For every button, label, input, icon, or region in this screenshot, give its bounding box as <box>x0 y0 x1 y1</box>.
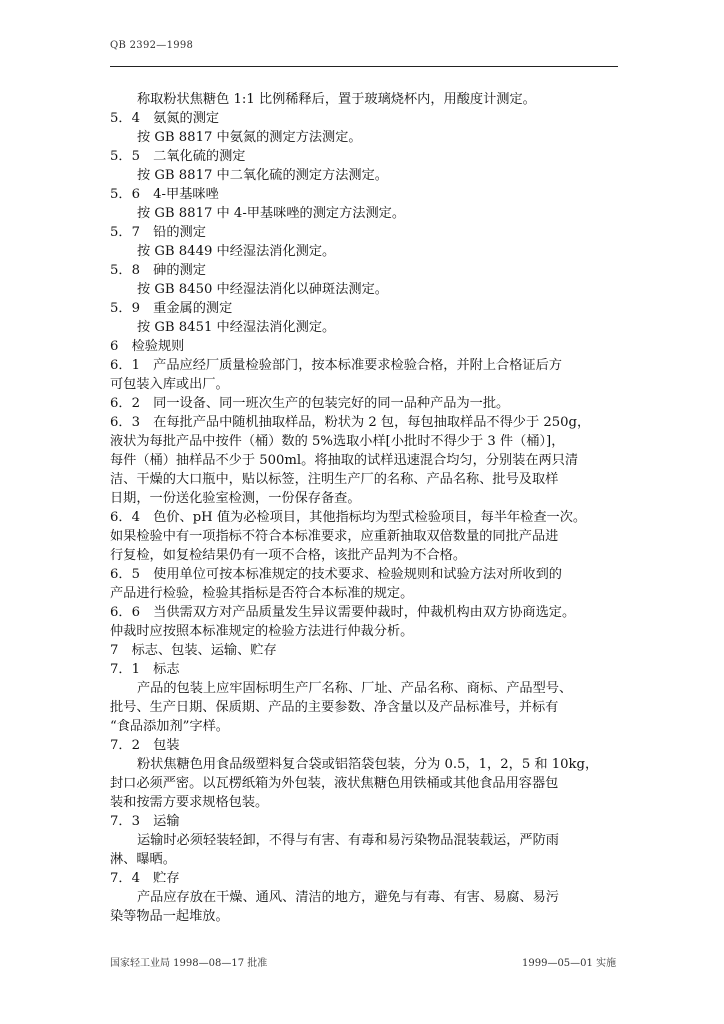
footer-implementation-date: 1999—05—01 实施 <box>522 958 617 969</box>
text-line: 5．5 二氧化硫的测定 <box>110 149 246 164</box>
text-line: 5．9 重金属的测定 <box>110 301 233 316</box>
text-line: 5．4 氨氮的测定 <box>110 111 220 126</box>
text-line: 产品应存放在干燥、通风、清洁的地方，避免与有毒、有害、易腐、易污 <box>137 890 559 905</box>
text-line: 7．4 贮存 <box>110 871 180 886</box>
text-line: 运输时必须轻装轻卸，不得与有害、有毒和易污染物品混装载运，严防雨 <box>137 833 559 848</box>
text-line: 如果检验中有一项指标不符合本标准要求，应重新抽取双倍数量的同批产品进 <box>110 529 559 544</box>
text-line: 7．3 运输 <box>110 814 180 829</box>
text-line: 行复检，如复检结果仍有一项不合格，该批产品判为不合格。 <box>110 548 467 563</box>
document-body <box>110 90 618 926</box>
text-line: 6 检验规则 <box>110 339 185 354</box>
text-line: 7．2 包装 <box>110 738 180 753</box>
text-line: 每件（桶）抽样品不少于 500ml。将抽取的试样迅速混合均匀，分别装在两只清 <box>110 453 579 468</box>
text-line: 称取粉状焦糖色 1:1 比例稀释后，置于玻璃烧杯内，用酸度计测定。 <box>137 92 536 107</box>
footer-approval: 国家轻工业局 1998—08—17 批准 <box>110 958 268 969</box>
text-line: 6．1 产品应经厂质量检验部门，按本标准要求检验合格，并附上合格证后方 <box>110 358 562 373</box>
text-line: 6．5 使用单位可按本标准规定的技术要求、检验规则和试验方法对所收到的 <box>110 567 562 582</box>
text-line: 可包装入库或出厂。 <box>110 377 229 392</box>
text-line: 批号、生产日期、保质期、产品的主要参数、净含量以及产品标准号，并标有 <box>110 700 559 715</box>
text-line: 液状为每批产品中按件（桶）数的 5%选取小样[小批时不得少于 3 件（桶）]， <box>110 434 565 449</box>
text-line: 按 GB 8451 中经湿法消化测定。 <box>137 320 336 335</box>
text-line: 按 GB 8817 中 4-甲基咪唑的测定方法测定。 <box>137 206 406 221</box>
text-line: 淋、曝晒。 <box>110 852 176 867</box>
text-line: 染等物品一起堆放。 <box>110 909 229 924</box>
page-header-standard-number: QB 2392—1998 <box>110 40 194 51</box>
text-line: 封口必须严密。以瓦楞纸箱为外包装，液状焦糖色用铁桶或其他食品用容器包 <box>110 776 559 791</box>
text-line: 5．8 砷的测定 <box>110 263 206 278</box>
text-line: 按 GB 8449 中经湿法消化测定。 <box>137 244 336 259</box>
text-line: 6．6 当供需双方对产品质量发生异议需要仲裁时，仲裁机构由双方协商选定。 <box>110 605 576 620</box>
text-line: 日期，一份送化验室检测，一份保存备查。 <box>110 491 361 506</box>
text-line: 粉状焦糖色用食品级塑料复合袋或铝箔袋包装，分为 0.5，1，2，5 和 10kg， <box>137 757 599 772</box>
text-line: “食品添加剂”字样。 <box>110 719 229 734</box>
text-line: 产品进行检验，检验其指标是否符合本标准的规定。 <box>110 586 414 601</box>
header-divider <box>110 66 618 67</box>
text-line: 产品的包装上应牢固标明生产厂名称、厂址、产品名称、商标、产品型号、 <box>137 681 573 696</box>
text-line: 6．2 同一设备、同一班次生产的包装完好的同一品种产品为一批。 <box>110 396 510 411</box>
text-line: 洁、干燥的大口瓶中，贴以标签，注明生产厂的名称、产品名称、批号及取样 <box>110 472 559 487</box>
text-line: 装和按需方要求规格包装。 <box>110 795 269 810</box>
text-line: 5．6 4-甲基咪唑 <box>110 187 219 202</box>
text-line: 按 GB 8817 中氨氮的测定方法测定。 <box>137 130 362 145</box>
text-line: 按 GB 8817 中二氧化硫的测定方法测定。 <box>137 168 388 183</box>
text-line: 6．3 在每批产品中随机抽取样品，粉状为 2 包，每包抽取样品不得少于 250g， <box>110 415 591 430</box>
text-line: 5．7 铅的测定 <box>110 225 206 240</box>
text-line: 7．1 标志 <box>110 662 180 677</box>
text-line: 按 GB 8450 中经湿法消化以砷斑法测定。 <box>137 282 388 297</box>
text-line: 7 标志、包装、运输、贮存 <box>110 643 277 658</box>
text-line: 6．4 色价、pH 值为必检项目，其他指标均为型式检验项目，每半年检查一次。 <box>110 510 587 525</box>
text-line: 仲裁时应按照本标准规定的检验方法进行仲裁分析。 <box>110 624 414 639</box>
